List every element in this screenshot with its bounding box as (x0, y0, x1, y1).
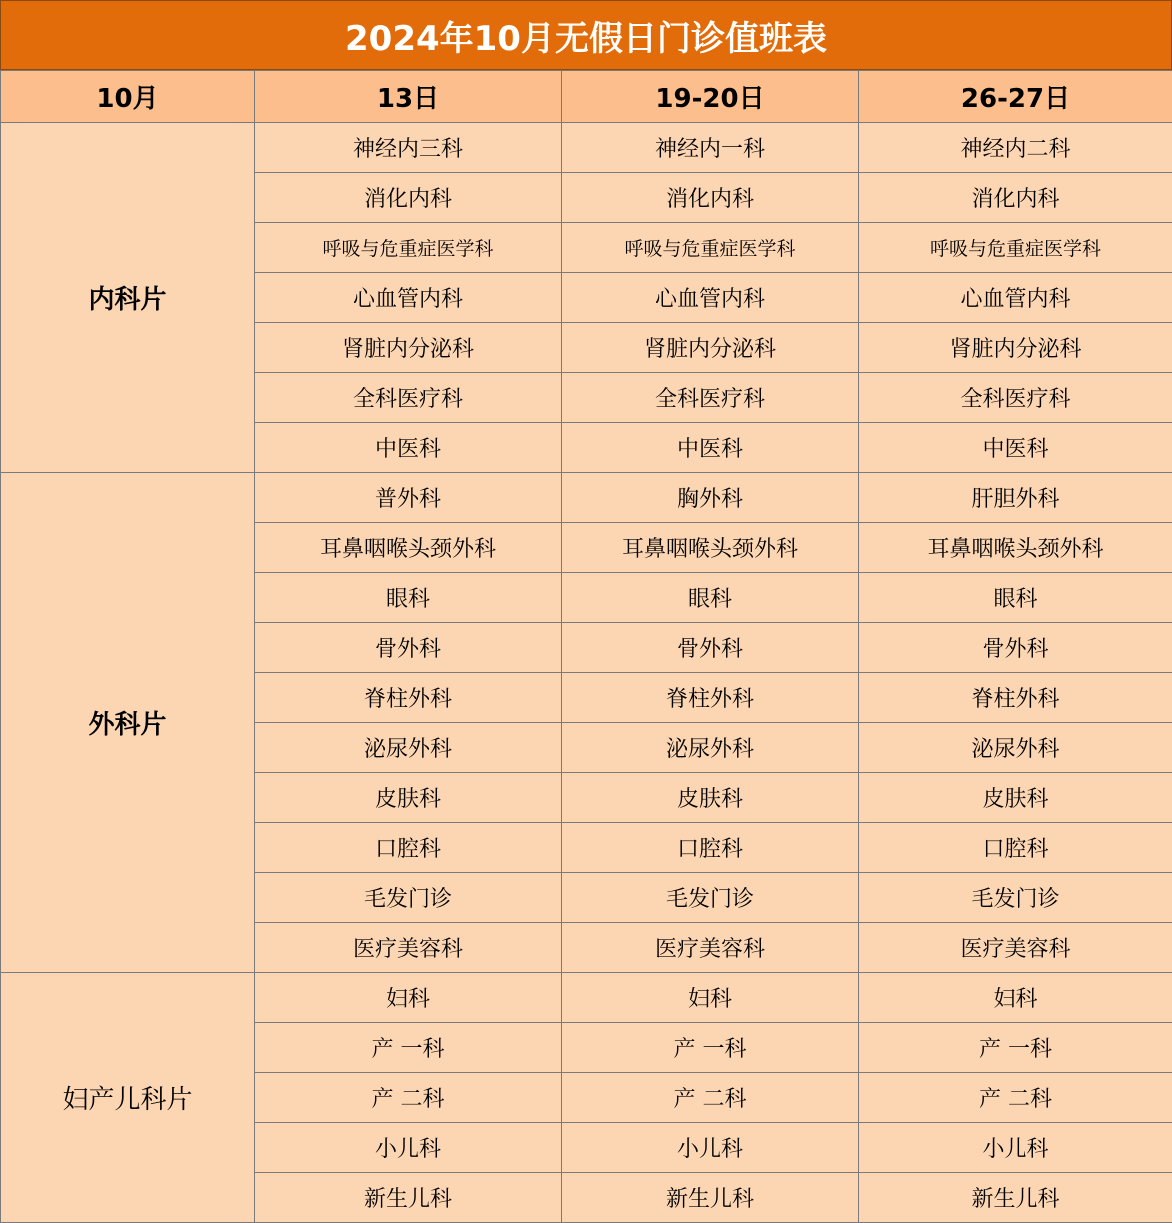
group-label: 外科片 (1, 473, 255, 973)
table-row (1, 973, 1172, 1023)
department-cell: 毛发门诊 (562, 873, 859, 923)
department-cell: 呼吸与危重症医学科 (562, 223, 859, 273)
department-cell: 消化内科 (859, 173, 1172, 223)
department-cell: 妇科 (562, 973, 859, 1023)
department-cell: 口腔科 (255, 823, 562, 873)
department-cell: 新生儿科 (562, 1173, 859, 1223)
department-cell: 毛发门诊 (859, 873, 1172, 923)
department-cell: 皮肤科 (562, 773, 859, 823)
department-cell: 产 一科 (562, 1023, 859, 1073)
department-cell: 产 一科 (255, 1023, 562, 1073)
header-row (1, 71, 1172, 123)
department-cell: 消化内科 (562, 173, 859, 223)
department-cell: 妇科 (859, 973, 1172, 1023)
department-cell: 产 二科 (562, 1073, 859, 1123)
department-cell: 小儿科 (562, 1123, 859, 1173)
header-month: 10月 (1, 71, 255, 123)
department-cell: 心血管内科 (562, 273, 859, 323)
department-cell: 全科医疗科 (255, 373, 562, 423)
department-cell: 皮肤科 (859, 773, 1172, 823)
department-cell: 产 二科 (859, 1073, 1172, 1123)
department-cell: 中医科 (562, 423, 859, 473)
department-cell: 耳鼻咽喉头颈外科 (859, 523, 1172, 573)
department-cell: 眼科 (255, 573, 562, 623)
department-cell: 肝胆外科 (859, 473, 1172, 523)
department-cell: 新生儿科 (859, 1173, 1172, 1223)
roster-body (1, 123, 1172, 1223)
department-cell: 呼吸与危重症医学科 (859, 223, 1172, 273)
department-cell: 脊柱外科 (562, 673, 859, 723)
table-title: 2024年10月无假日门诊值班表 (0, 0, 1172, 70)
department-cell: 骨外科 (255, 623, 562, 673)
department-cell: 妇科 (255, 973, 562, 1023)
department-cell: 医疗美容科 (859, 923, 1172, 973)
department-cell: 肾脏内分泌科 (562, 323, 859, 373)
department-cell: 医疗美容科 (562, 923, 859, 973)
department-cell: 耳鼻咽喉头颈外科 (255, 523, 562, 573)
department-cell: 耳鼻咽喉头颈外科 (562, 523, 859, 573)
department-cell: 眼科 (562, 573, 859, 623)
department-cell: 呼吸与危重症医学科 (255, 223, 562, 273)
department-cell: 产 一科 (859, 1023, 1172, 1073)
department-cell: 消化内科 (255, 173, 562, 223)
department-cell: 新生儿科 (255, 1173, 562, 1223)
group-label: 内科片 (1, 123, 255, 473)
department-cell: 脊柱外科 (255, 673, 562, 723)
duty-table (0, 70, 1172, 1223)
department-cell: 肾脏内分泌科 (255, 323, 562, 373)
department-cell: 骨外科 (859, 623, 1172, 673)
department-cell: 皮肤科 (255, 773, 562, 823)
department-cell: 全科医疗科 (859, 373, 1172, 423)
department-cell: 眼科 (859, 573, 1172, 623)
header-date-3: 26-27日 (859, 71, 1172, 123)
department-cell: 产 二科 (255, 1073, 562, 1123)
department-cell: 肾脏内分泌科 (859, 323, 1172, 373)
header-date-1: 13日 (255, 71, 562, 123)
department-cell: 泌尿外科 (562, 723, 859, 773)
department-cell: 神经内三科 (255, 123, 562, 173)
department-cell: 中医科 (255, 423, 562, 473)
department-cell: 中医科 (859, 423, 1172, 473)
department-cell: 神经内一科 (562, 123, 859, 173)
header-date-2: 19-20日 (562, 71, 859, 123)
department-cell: 泌尿外科 (859, 723, 1172, 773)
department-cell: 胸外科 (562, 473, 859, 523)
department-cell: 心血管内科 (859, 273, 1172, 323)
department-cell: 脊柱外科 (859, 673, 1172, 723)
department-cell: 小儿科 (859, 1123, 1172, 1173)
table-row (1, 473, 1172, 523)
department-cell: 心血管内科 (255, 273, 562, 323)
group-label: 妇产儿科片 (1, 973, 255, 1223)
department-cell: 全科医疗科 (562, 373, 859, 423)
department-cell: 泌尿外科 (255, 723, 562, 773)
department-cell: 普外科 (255, 473, 562, 523)
department-cell: 口腔科 (562, 823, 859, 873)
department-cell: 口腔科 (859, 823, 1172, 873)
department-cell: 毛发门诊 (255, 873, 562, 923)
department-cell: 小儿科 (255, 1123, 562, 1173)
table-row (1, 123, 1172, 173)
department-cell: 医疗美容科 (255, 923, 562, 973)
department-cell: 骨外科 (562, 623, 859, 673)
department-cell: 神经内二科 (859, 123, 1172, 173)
